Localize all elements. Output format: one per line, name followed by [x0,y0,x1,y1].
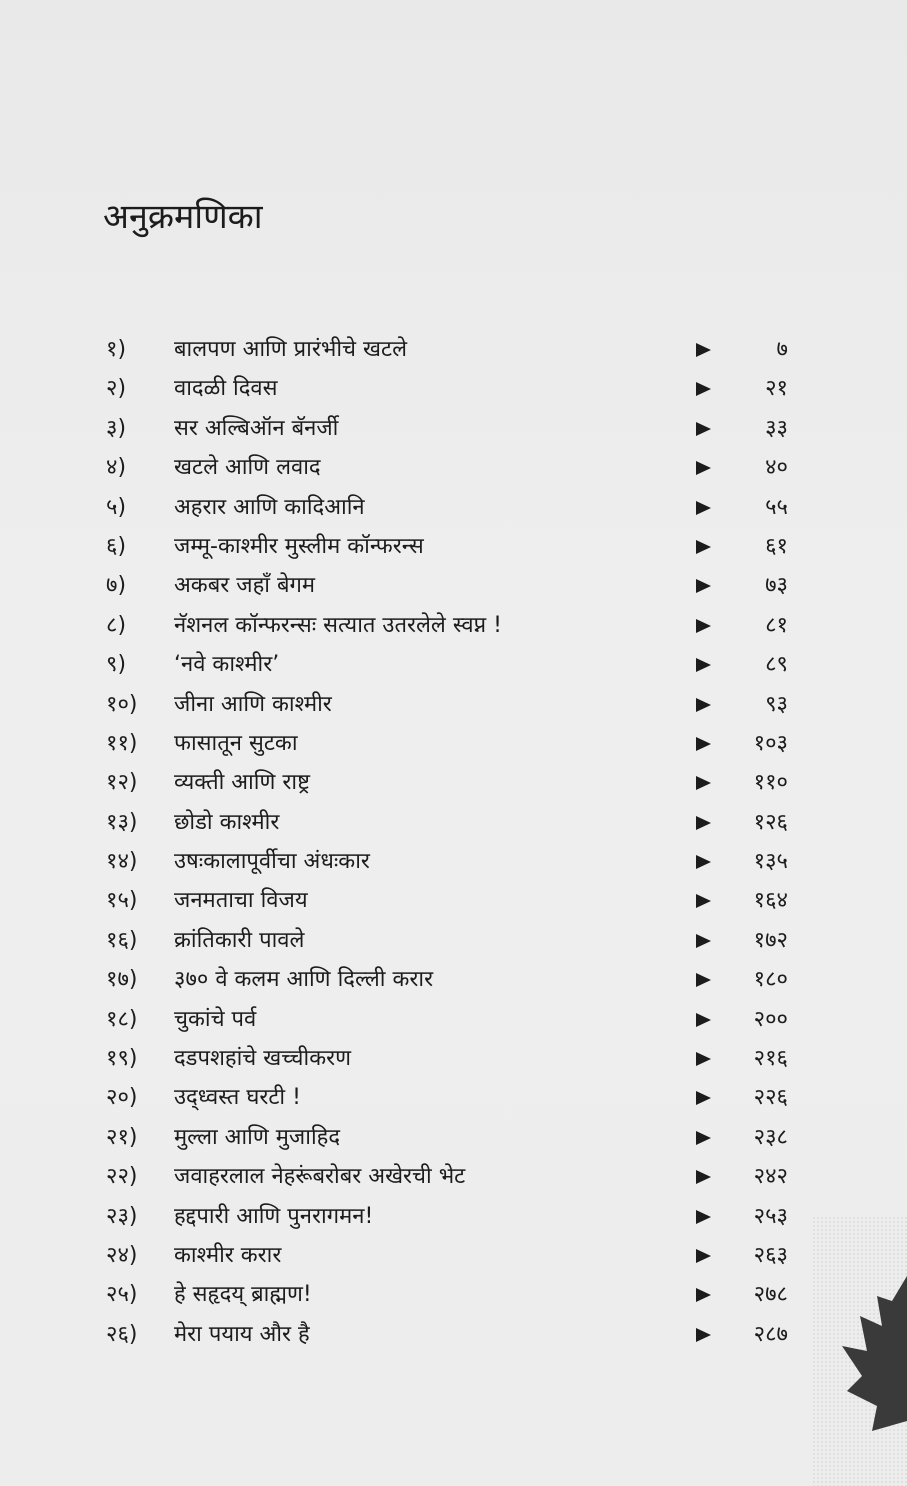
chapter-title: नॅशनल कॉन्फरन्सः सत्यात उतरलेले स्वप्न ! [174,612,502,638]
chapter-page-number: २१ [765,376,788,402]
chapter-number: ३) [106,415,127,441]
chapter-page-number: २८७ [753,1321,788,1347]
chapter-page-number: ९३ [765,691,788,717]
chapter-number: ५) [106,494,127,520]
chapter-title: खटले आणि लवाद [174,455,321,481]
toc-entry [106,1118,796,1157]
chapter-title: मुल्ला आणि मुजाहिद [174,1124,341,1150]
chapter-number: १३) [106,809,138,835]
toc-entry [106,685,796,724]
chapter-number: ४) [106,455,127,481]
toc-entry [106,1157,796,1196]
toc-entry [106,763,796,802]
chapter-page-number: १६४ [753,888,788,914]
chapter-number: १७) [106,967,138,993]
chapter-title: हे सहृदय् ब्राह्मण! [174,1282,312,1308]
toc-entry [106,803,796,842]
chapter-number: १०) [106,691,138,717]
toc-entry [106,960,796,999]
chapter-number: १५) [106,888,138,914]
chapter-number: २५) [106,1282,138,1308]
chapter-title: हद्दपारी आणि पुनरागमन! [174,1203,374,1229]
chapter-title: चुकांचे पर्व [174,1006,257,1032]
toc-entry [106,409,796,448]
chapter-title: ‘नवे काश्मीर’ [174,652,280,678]
chapter-page-number: ११० [753,770,788,796]
chapter-number: २६) [106,1321,138,1347]
chapter-title: व्यक्ती आणि राष्ट्र [174,770,310,796]
chapter-number: २) [106,376,127,402]
chapter-number: २४) [106,1242,138,1268]
toc-entry [106,1315,796,1354]
chapter-page-number: ७ [776,337,788,362]
chapter-number: ११) [106,730,138,756]
chapter-title: फासातून सुटका [174,730,298,756]
toc-entry [106,330,796,369]
chapter-title: दडपशहांचे खच्चीकरण [174,1046,352,1072]
table-of-contents [106,330,796,1354]
chapter-page-number: ३३ [765,415,788,441]
chapter-title: क्रांतिकारी पावले [174,927,305,953]
chapter-title: जवाहरलाल नेहरूंबरोबर अखेरची भेट [174,1164,466,1190]
chapter-title: अकबर जहाँ बेगम [174,573,316,599]
chapter-page-number: २२६ [753,1085,788,1111]
page-heading: अनुक्रमणिका [103,197,263,237]
toc-entry [106,1275,796,1314]
chapter-page-number: १७२ [753,927,788,953]
chapter-number: १६) [106,927,138,953]
toc-entry [106,842,796,881]
chapter-number: १४) [106,849,138,875]
toc-entry [106,606,796,645]
toc-entry [106,881,796,920]
chapter-page-number: ५५ [765,494,788,520]
toc-entry [106,488,796,527]
chapter-title: बालपण आणि प्रारंभीचे खटले [174,337,407,362]
chapter-number: ७) [106,573,127,599]
chapter-page-number: २४२ [753,1164,788,1190]
chapter-number: १) [106,337,127,362]
chapter-title: जीना आणि काश्मीर [174,691,332,717]
chapter-title: मेरा पयाय और है [174,1321,310,1347]
chapter-title: सर अल्बिऑन बॅनर्जी [174,415,339,441]
toc-entry [106,369,796,408]
chapter-title: ३७० वे कलम आणि दिल्ली करार [174,967,434,993]
chapter-number: ९) [106,652,127,678]
toc-entry [106,724,796,763]
chapter-number: ६) [106,533,127,559]
toc-entry [106,921,796,960]
chapter-title: काश्मीर करार [174,1242,282,1268]
chapter-page-number: ८९ [765,652,788,678]
chapter-title: वादळी दिवस [174,376,278,402]
chapter-title: जनमताचा विजय [174,888,308,914]
chapter-title: अहरार आणि कादिआनि [174,494,365,520]
chapter-page-number: २५३ [753,1203,788,1229]
chapter-page-number: १८० [753,967,788,993]
toc-entry [106,1236,796,1275]
chapter-title: उद्ध्वस्त घरटी ! [174,1085,301,1111]
chapter-number: २०) [106,1085,138,1111]
chapter-page-number: १२६ [753,809,788,835]
toc-entry [106,1000,796,1039]
chapter-page-number: ६१ [765,533,788,559]
chapter-number: २१) [106,1124,138,1150]
toc-entry [106,1197,796,1236]
chapter-page-number: ८१ [765,612,788,638]
chapter-page-number: २७८ [753,1282,788,1308]
chapter-number: ८) [106,612,127,638]
chapter-page-number: २०० [753,1006,788,1032]
chapter-title: उषःकालापूर्वीचा अंधःकार [174,849,370,875]
toc-entry [106,527,796,566]
chapter-page-number: २१६ [753,1046,788,1072]
chapter-page-number: २६३ [753,1242,788,1268]
toc-entry [106,645,796,684]
chapter-page-number: ४० [765,455,788,481]
chapter-page-number: १३५ [753,849,788,875]
toc-entry [106,566,796,605]
chapter-title: जम्मू-काश्मीर मुस्लीम कॉन्फरन्स [174,533,424,559]
chapter-number: २३) [106,1203,138,1229]
chapter-number: २२) [106,1164,138,1190]
leaf-decoration-icon [822,1256,907,1446]
chapter-number: १८) [106,1006,138,1032]
chapter-title: छोडो काश्मीर [174,809,280,835]
chapter-number: १२) [106,770,138,796]
chapter-number: १९) [106,1046,138,1072]
toc-entry [106,1039,796,1078]
toc-entry [106,1078,796,1117]
chapter-page-number: १०३ [753,730,788,756]
chapter-page-number: २३८ [753,1124,788,1150]
chapter-page-number: ७३ [765,573,788,599]
toc-entry [106,448,796,487]
